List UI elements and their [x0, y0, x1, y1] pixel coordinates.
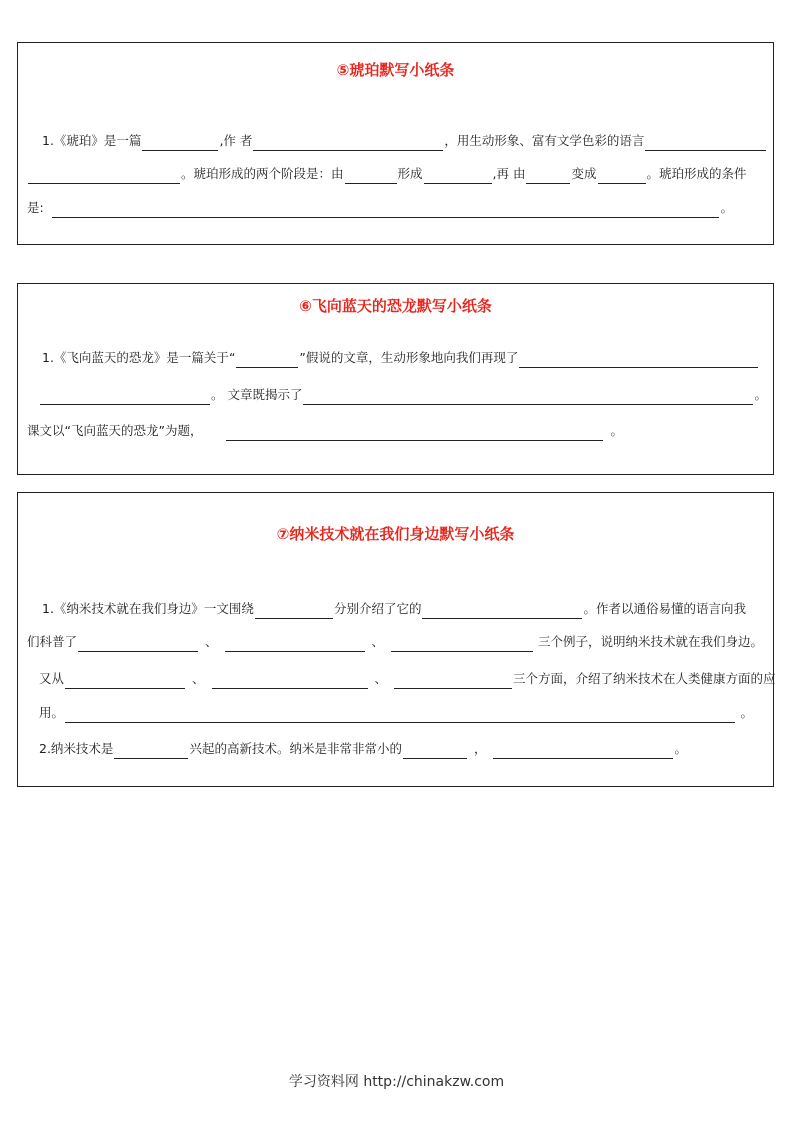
answer-blank[interactable]: [598, 168, 646, 184]
answer-blank[interactable]: [345, 168, 397, 184]
answer-blank[interactable]: [142, 135, 218, 151]
answer-blank[interactable]: [493, 743, 673, 759]
question-line: 1.《琥珀》是一篇 ,作 者 ，用生动形象、富有文学色彩的语言: [42, 131, 767, 151]
answer-blank[interactable]: [645, 135, 766, 151]
answer-blank[interactable]: [255, 603, 333, 619]
answer-blank[interactable]: [424, 168, 492, 184]
question-line: 1.《飞向蓝天的恐龙》是一篇关于 “ ”假说的文章，生动形象地向我们再现了: [42, 348, 759, 368]
answer-blank[interactable]: [236, 352, 298, 368]
answer-blank[interactable]: [52, 202, 720, 218]
answer-blank[interactable]: [65, 673, 185, 689]
question-line: 们科普了 、 、 三个例子，说明纳米技术就在我们身边。: [27, 632, 767, 652]
dictation-card-dinosaur: [17, 283, 774, 475]
answer-blank[interactable]: [225, 636, 365, 652]
answer-blank[interactable]: [65, 707, 735, 723]
card-title: ⑤琥珀默写小纸条: [336, 61, 455, 79]
answer-blank[interactable]: [526, 168, 570, 184]
question-line: 2.纳米技术是 兴起的高新技术。纳米是非常非常小的 ， 。: [39, 739, 767, 759]
dictation-card-amber: [17, 42, 774, 245]
question-line: 又从 、 、 三个方面，介绍了纳米技术在人类健康方面的应: [39, 669, 767, 689]
answer-blank[interactable]: [28, 168, 180, 184]
answer-blank[interactable]: [78, 636, 198, 652]
answer-blank[interactable]: [212, 673, 368, 689]
answer-blank[interactable]: [114, 743, 188, 759]
dictation-card-nanotech: [17, 492, 774, 787]
card-title: ⑥飞向蓝天的恐龙默写小纸条: [299, 297, 492, 315]
question-line: 课文以“飞向蓝天的恐龙”为题， 。: [27, 421, 623, 441]
answer-blank[interactable]: [403, 743, 467, 759]
answer-blank[interactable]: [422, 603, 582, 619]
answer-blank[interactable]: [391, 636, 533, 652]
answer-blank[interactable]: [40, 389, 210, 405]
question-line: 。 文章既揭示了 。: [39, 385, 767, 405]
question-line: 用。 。: [39, 703, 753, 723]
question-line: 是: 。: [27, 198, 733, 218]
page-footer-watermark: 学习资料网 http://chinakzw.com: [288, 1074, 505, 1090]
question-line: 1.《纳米技术就在我们身边》一文围绕 分别介绍了它的 。作者以通俗易懂的语言向我: [42, 599, 767, 619]
answer-blank[interactable]: [519, 352, 758, 368]
answer-blank[interactable]: [253, 135, 443, 151]
answer-blank[interactable]: [303, 389, 753, 405]
answer-blank[interactable]: [226, 425, 603, 441]
card-title: ⑦纳米技术就在我们身边默写小纸条: [276, 525, 515, 543]
question-line: 。琥珀形成的两个阶段是：由 形成 ,再 由 变成 。琥珀形成的条件: [27, 164, 767, 184]
answer-blank[interactable]: [394, 673, 512, 689]
